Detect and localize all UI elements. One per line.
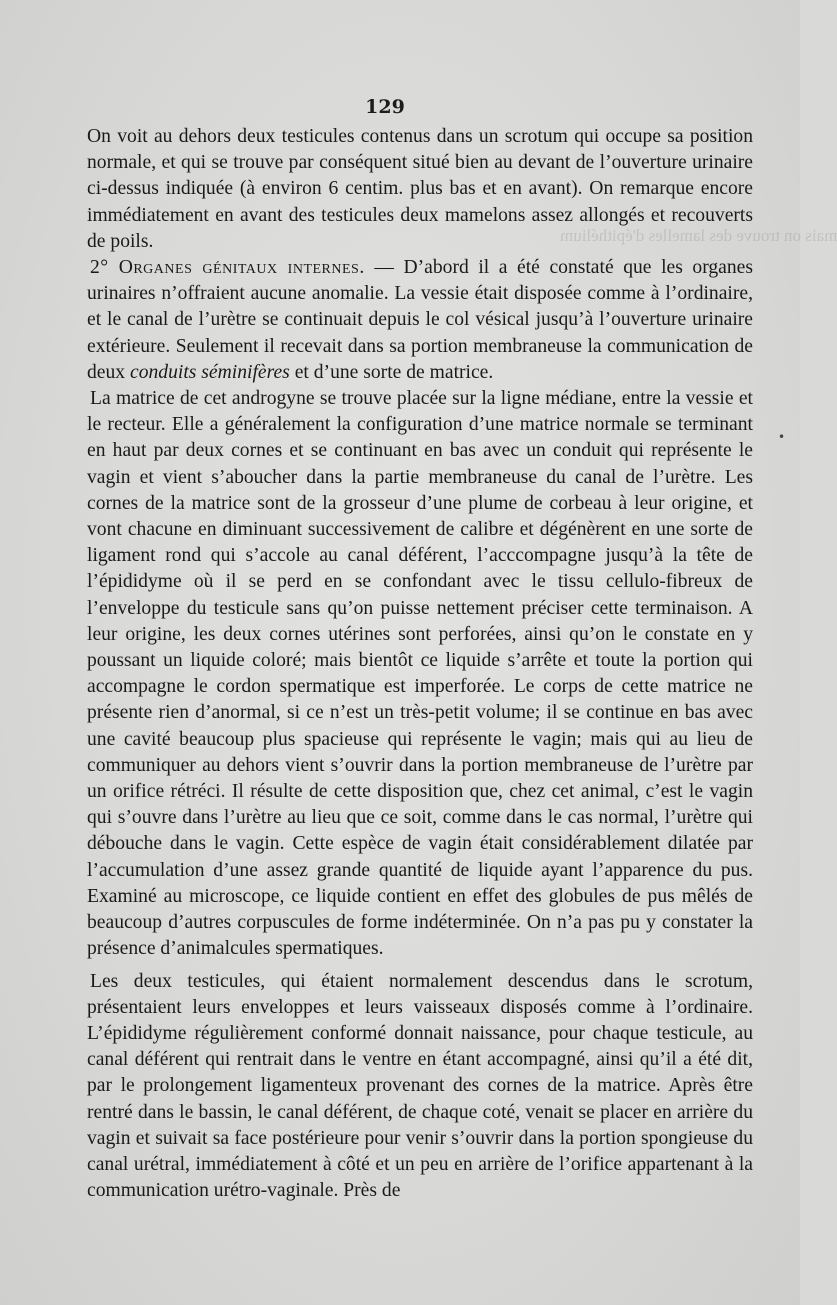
paragraph-3-text: La matrice de cet androgyne se trouve placée sur la ligne médiane, entre la vessie et le recteur. Elle a généralement la configuration d’une matrice normale se terminant en haut par deux cornes et se continuant en bas avec un conduit qui représente le vagin et vient s’aboucher dans la partie membraneuse du canal de l’urètre. Les cornes de la matrice sont de la grosseur d’une plume de corbeau à leur origine, et vont chacune en diminuant successivement de calibre et dégénèrent en une sorte de ligament rond qui s’accole au canal déférent, l’acccompagne jusqu’à la tête de l’épididyme où il se perd en se confondant avec le tissu cellulo-fibreux de l’enveloppe du testicule sans qu’on puisse nettement préciser cette terminaison. A leur origine, les deux cornes utérines sont perforées, ainsi qu’on le constate en y poussant un liquide coloré; mais bientôt ce liquide s’arrête et toute la portion qui accompagne le cordon spermatique est imperforée. Le corps de cette matrice ne présente rien d’anormal, si ce n’est un très-petit volume; il se continue en bas avec une cavité beaucoup plus spacieuse qui représente le vagin; mais qui au lieu de communiquer au dehors vient s’ouvrir dans la portion membraneuse de l’urètre par un orifice rétréci. Il résulte de cette disposition que, chez cet animal, c’est le vagin qui s’ouvre dans l’urètre au lieu que ce soit, comme dans le cas normal, l’urètre qui débouche dans le vagin. Cette espèce de vagin était considérablement dilatée par l’accumulation d’une assez grande quantité de liquide ayant l’apparence du pus. Examiné au microscope, ce liquide contient en effet des globules de pus mêlés de beaucoup d’autres corpuscules de forme indéterminée. On n’a pas pu y constater la présence d’animalcules spermatiques. xyxy=(87,388,753,960)
paragraph-1 xyxy=(87,124,753,255)
paragraph-2-text: — D’abord il a été constaté que les organes urinaires n’offraient aucune anomalie. La vessie était disposée comme à l’ordinaire, et le canal de l’urètre se continuait depuis le col vésical jusqu’à l’ouverture urinaire extérieure. Seulement il recevait dans sa portion membraneuse la communication de deux xyxy=(87,257,753,383)
paragraph-2-text-end: et d’une sorte de matrice. xyxy=(289,361,494,383)
paragraph-4-text: Les deux testicules, qui étaient normalement descendus dans le scrotum, présentaient leurs enveloppes et leurs vaisseaux disposés comme à l’ordinaire. L’épididyme régulièrement conformé donnait naissance, pour chaque testicule, au canal déférent qui rentrait dans le ventre en étant accompagné, ainsi qu’il a été dit, par le prolongement ligamenteux provenant des cornes de la matrice. Après être rentré dans le bassin, le canal déférent, de chaque coté, venait se placer en arrière du vagin et suivait sa face postérieure pour venir s’ouvrir dans la portion spongieuse du canal urétral, immédiatement à côté et un peu en arrière de l’orifice appartenant à la communication urétro-vaginale. Près de xyxy=(87,970,753,1202)
page-number: 129 xyxy=(365,96,405,118)
body-text xyxy=(87,124,753,1204)
paragraph-2 xyxy=(87,255,753,386)
bleed-through-text: mais on trouve des lamelles d'épithélium xyxy=(560,226,837,245)
paragraph-3 xyxy=(87,386,753,962)
margin-mark: • xyxy=(778,430,786,444)
paragraph-2-italic: conduits séminifères xyxy=(130,361,290,383)
section-heading: 2° Organes génitaux internes. xyxy=(90,257,365,279)
paragraph-4 xyxy=(87,969,753,1205)
paragraph-1-text: On voit au dehors deux testicules contenus dans un scrotum qui occupe sa position normale, et qui se trouve par conséquent situé bien au devant de l’ouverture urinaire ci-dessus indiquée (à environ 6 centim. plus bas et en avant). On remarque encore immédiatement en avant des testicules deux mamelons assez allongés et recouverts de poils. xyxy=(87,126,753,252)
